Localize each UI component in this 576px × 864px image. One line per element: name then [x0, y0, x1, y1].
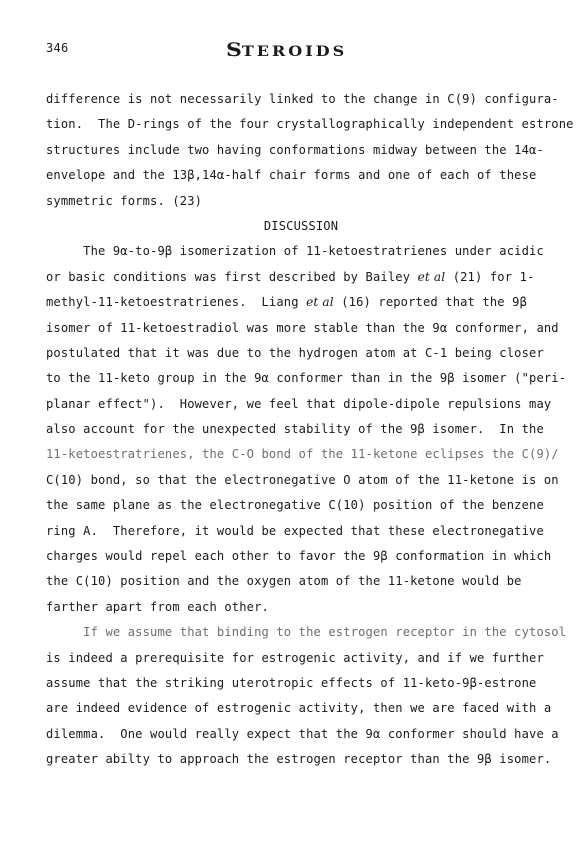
page-number: 346: [46, 41, 69, 55]
text-line: [46, 366, 567, 391]
text-line: [46, 646, 556, 671]
italic-citation: et al: [417, 269, 446, 284]
text-line-content: or basic conditions was first described by Bailey: [46, 269, 418, 284]
italic-citation: et al: [306, 295, 334, 310]
text-line: [46, 722, 559, 747]
text-line-content: If we assume that binding to the estrogen receptor in the cytosol: [46, 625, 567, 640]
journal-title-rest: TEROIDS: [241, 43, 348, 60]
text-line-content: difference is not necessarily linked to the change in C(9) configura-: [46, 92, 559, 106]
text-line-content: structures include two having conformations midway between the 14α-: [46, 142, 544, 157]
text-line-continuation: (16) reported that the 9β: [333, 295, 528, 310]
text-line-content: farther apart from each other.: [46, 599, 269, 614]
text-line-content: are indeed evidence of estrogenic activity, then we are faced with a: [46, 701, 552, 716]
text-line-continuation: (21) for 1-: [445, 269, 535, 284]
text-line-content: greater abilty to approach the estrogen receptor than the 9β isomer.: [46, 752, 552, 767]
text-line-content: symmetric forms. (23): [46, 193, 203, 208]
text-line-content: DISCUSSION: [263, 218, 339, 233]
text-line-content: postulated that it was due to the hydrogen atom at C-1 being closer: [46, 345, 544, 360]
body-text: [46, 87, 574, 773]
text-line-content: The 9α-to-9β isomerization of 11-ketoestratrienes under acidic: [46, 244, 544, 259]
text-line: [46, 138, 556, 163]
text-line-content: planar effect"). However, we feel that dipole-dipole repulsions may: [46, 396, 552, 411]
text-line-content: is indeed a prerequisite for estrogenic activity, and if we further: [46, 650, 544, 665]
text-line-content: envelope and the 13β,14α-half chair forms and one of each of these: [46, 168, 537, 183]
text-line-content: the C(10) position and the oxygen atom of the 11-ketone would be: [46, 574, 522, 589]
text-line: [46, 519, 556, 544]
text-line: [46, 620, 567, 645]
text-line: [46, 265, 556, 290]
text-line: [46, 671, 556, 696]
text-line: [46, 569, 556, 594]
text-line: [46, 316, 559, 341]
text-line: [46, 442, 559, 467]
text-line: [46, 747, 556, 772]
text-line: [46, 544, 556, 569]
text-line-content: ring A. Therefore, it would be expected that these electronegative: [46, 523, 544, 538]
section-heading: [46, 214, 556, 239]
text-line: [46, 493, 556, 518]
text-line-content: methyl-11-ketoestratrienes. Liang: [46, 295, 307, 310]
text-line-content: tion. The D-rings of the four crystallographically independent estrone: [46, 117, 574, 132]
text-line: [46, 239, 556, 264]
text-line-content: to the 11-keto group in the 9α conformer than in the 9β isomer ("peri-: [46, 371, 567, 386]
text-line-content: the same plane as the electronegative C(10) position of the benzene: [46, 498, 544, 513]
text-line-content: 11-ketoestratrienes, the C-O bond of the 11-ketone eclipses the C(9)/: [46, 447, 559, 462]
text-line: [46, 341, 556, 366]
text-line-content: isomer of 11-ketoestradiol was more stable than the 9α conformer, and: [46, 320, 559, 335]
text-line: [46, 112, 574, 137]
text-line: [46, 696, 556, 721]
text-line: [46, 417, 556, 442]
text-line: [46, 468, 559, 493]
text-line: [46, 189, 556, 214]
journal-title-initial: S: [226, 38, 242, 62]
text-line: [46, 290, 556, 315]
text-line: [46, 87, 559, 112]
journal-title: [226, 39, 347, 61]
text-line: [46, 163, 556, 188]
text-line-content: C(10) bond, so that the electronegative O atom of the 11-ketone is on: [46, 472, 559, 487]
text-line-content: dilemma. One would really expect that the 9α conformer should have a: [46, 726, 559, 741]
text-line-content: charges would repel each other to favor the 9β conformation in which: [46, 549, 552, 564]
text-line: [46, 392, 556, 417]
text-line-content: also account for the unexpected stability of the 9β isomer. In the: [46, 422, 544, 437]
text-line: [46, 595, 556, 620]
text-line-content: assume that the striking uterotropic effects of 11-keto-9β-estrone: [46, 675, 537, 690]
